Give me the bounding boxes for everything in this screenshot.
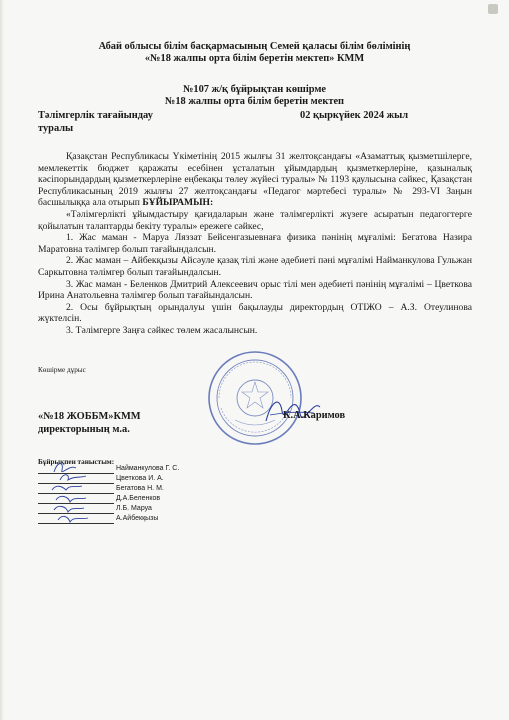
ack-name: Бегатова Н. М. — [116, 485, 164, 492]
order-item-2: 2. Жас маман – Айбекқызы Айсәуле қазақ тілі және әдебиеті пәні мұғалімі Найманкулова Гульжан Саркытовна тәлімгер болып тағайындалсын. — [38, 255, 472, 278]
copy-correct-note: Көшірме дұрыс — [38, 366, 86, 374]
header-line-2: «№18 жалпы орта білім беретін мектеп» КММ — [144, 53, 365, 64]
body-paragraph-1-text: Қазақстан Республикасы Үкіметінің 2015 жылғы 31 желтоқсандағы «Азаматтық қызметшілерге, мемлекеттік бюджет қаражаты есебінен ұсталатын ұйымдардың қызметкерлеріне, қазыналық кәсіпорындардың қызметкерлеріне еңбекақы төлеу жүйесі туралы» № 1193 қаулысына сәйкес, Қазақстан Республикасының 2019 жылғы 27 желтоқсандағы «Педагог мәртебесі туралы» № 293-VI Заңын басшылыққа ала отырып — [38, 151, 472, 209]
ack-name: Л.Б. Маруа — [116, 505, 152, 512]
order-title-line-1: Тәлімгерлік тағайындау — [38, 110, 153, 121]
signature-org-line-1: «№18 ЖОББМ»КММ — [38, 411, 141, 422]
header-order-number: №107 ж/қ бұйрықтан көшірме — [182, 84, 327, 95]
order-date: 02 қыркүйек 2024 жыл — [300, 110, 409, 121]
order-item-4: 2. Осы бұйрықтың орындалуы үшін бақылауды директордың ОТІЖО – А.З. Отеулинова жүктелсін. — [38, 301, 472, 325]
ack-name: Д.А.Беленков — [116, 495, 161, 502]
ack-name: Найманкулова Г. С. — [116, 465, 180, 472]
scan-corner-mark — [488, 4, 498, 14]
command-word: БҰЙЫРАМЫН: — [142, 197, 214, 209]
director-name: К.А.Каримов — [283, 410, 346, 421]
order-body — [38, 151, 472, 337]
ack-name: А.Айбекқызы — [116, 515, 159, 522]
order-item-3: 3. Жас маман - Беленков Дмитрий Алексеевич орыс тілі мен әдебиеті пәнінің мұғалімі – Цветкова Ирина Анатольевна тәлімгер болып тағайындалсын. — [38, 278, 472, 302]
header-school-name: №18 жалпы орта білім беретін мектеп — [164, 96, 345, 107]
ack-signatures — [40, 458, 120, 528]
order-item-1: 1. Жас маман - Маруа Ляззат Бейсенгазыевнаға физика пәнінің мұғалімі: Бегатова Назира Маратовна тәлімгер болып тағайындалсын. — [38, 232, 472, 255]
signature-org-line-2: директорының м.а. — [38, 424, 130, 435]
ack-name: Цветкова И. А. — [116, 475, 164, 482]
scan-edge-shadow — [0, 0, 4, 720]
signature-organization — [38, 410, 141, 436]
order-title-line-2: туралы — [38, 123, 74, 134]
body-paragraph-2: «Тәлімгерлікті ұйымдастыру қағидаларын және тәлімгерлікті жүзеге асыратын педагогтерге қойылатын талаптарды бекіту туралы» ережеге сәйкес, — [38, 208, 472, 232]
header-line-1: Абай облысы білім басқармасының Семей қаласы білім бөлімінің — [98, 41, 411, 52]
body-paragraph-1 — [38, 151, 472, 209]
acknowledgement-title: Бұйрықпен таныстым: — [38, 458, 115, 466]
order-item-5: 3. Тәлімгерге Заңға сәйкес төлем жасалынсын. — [66, 324, 258, 336]
